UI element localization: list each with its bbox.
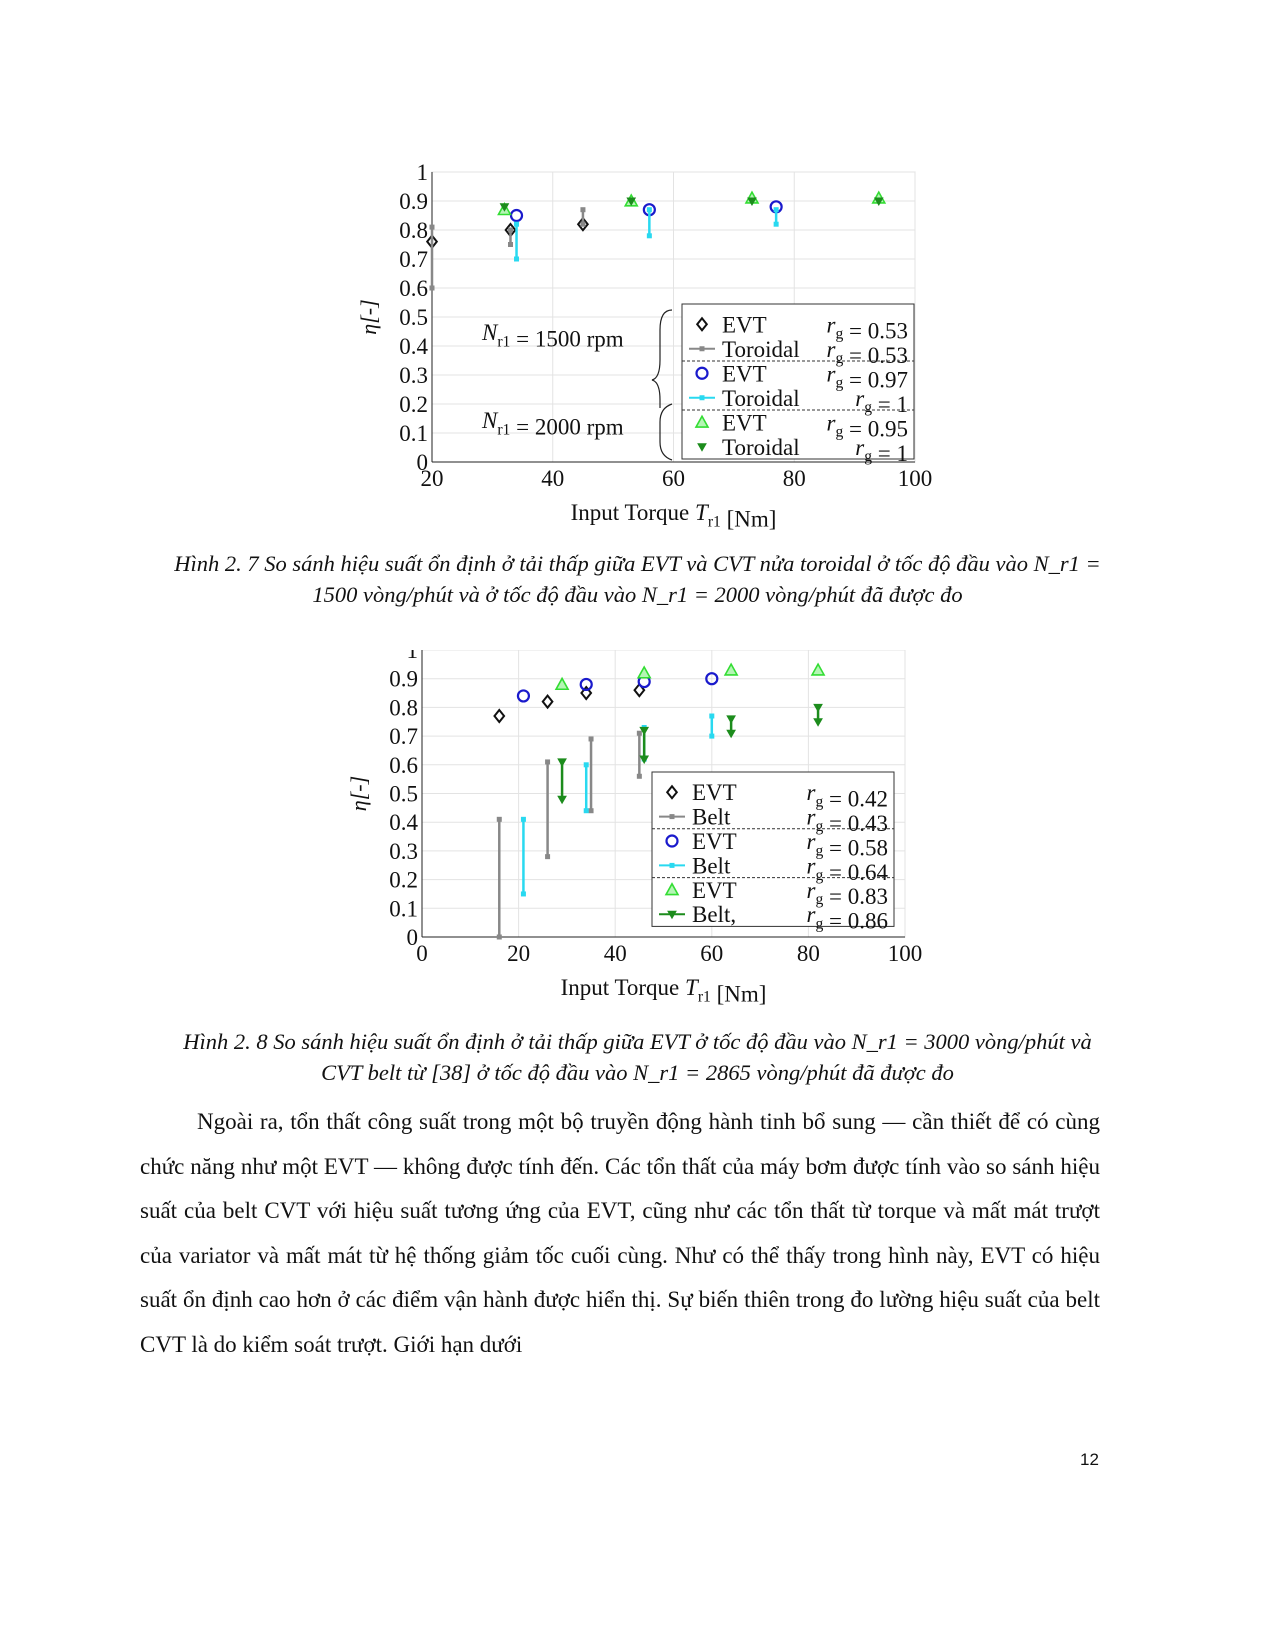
y-tick-label: 0.5 (399, 305, 428, 330)
legend-swatch (670, 863, 675, 868)
annotation: $N_{r1} = 2000$ rpm (482, 408, 624, 440)
legend-label: Toroidal (722, 385, 800, 411)
range-end-marker (774, 207, 779, 212)
legend-swatch (700, 395, 705, 400)
x-tick-label: 20 (420, 466, 444, 491)
range-end-marker (514, 222, 519, 227)
y-tick-label: 0.8 (399, 218, 428, 243)
range-end-marker (514, 257, 519, 262)
range-end-marker (637, 774, 642, 779)
range-end-marker (584, 762, 589, 767)
range-end-marker (497, 935, 502, 940)
range-end-marker (580, 207, 585, 212)
y-tick-label: 0.5 (389, 781, 418, 807)
range-end-marker (521, 891, 526, 896)
range-end-marker (545, 759, 550, 764)
legend-rg: $r_g = 1$ (855, 434, 908, 467)
x-tick-label: 40 (603, 941, 627, 966)
legend-rg: $r_g = 0.53$ (826, 312, 908, 344)
y-tick-label: 0.2 (389, 867, 418, 893)
range-end-marker (430, 286, 435, 291)
range-end-marker (580, 222, 585, 227)
figure-2-caption: Hình 2. 8 So sánh hiệu suất ổn định ở tải thấp giữa EVT ở tốc độ đầu vào N_r1 = 3000 vòng/phút và CVT belt từ [38] ở tốc độ đầu vào N_r1 = 2865 vòng/phút đã được đo (183, 1029, 1092, 1085)
legend-rg: $r_g = 0.83$ (806, 877, 888, 910)
x-tick-label: 0 (416, 941, 428, 966)
y-tick-label: 0.6 (389, 752, 418, 778)
legend-rg: $r_g = 0.86$ (806, 902, 888, 934)
x-tick-label: 60 (662, 466, 685, 491)
x-tick-label: 20 (507, 941, 531, 966)
y-tick-label: 0.3 (399, 363, 428, 388)
range-end-marker (709, 714, 714, 719)
legend-swatch (700, 346, 705, 351)
range-end-marker (589, 736, 594, 741)
legend (652, 772, 894, 934)
chart-1 (330, 160, 950, 530)
y-tick-label: 0.4 (399, 334, 428, 359)
x-axis-label: Input Torque $T_{r1}$ [Nm] (570, 500, 777, 530)
y-tick-label: 1 (416, 160, 428, 185)
y-tick-label: 0 (406, 925, 418, 950)
legend-swatch (670, 814, 675, 819)
y-tick-label: 1 (406, 650, 418, 663)
y-tick-label: 0.9 (389, 666, 418, 692)
legend-label: EVT (692, 877, 737, 903)
x-tick-label: 40 (541, 466, 565, 491)
legend-label: EVT (722, 410, 767, 436)
y-tick-label: 0.1 (399, 421, 428, 446)
range-end-marker (589, 808, 594, 813)
range-end-marker (647, 233, 652, 238)
legend-rg: $r_g = 0.97$ (826, 361, 908, 393)
y-tick-label: 0.3 (389, 838, 418, 864)
range-end-marker (497, 817, 502, 822)
y-tick-label: 0.7 (399, 247, 428, 272)
y-tick-label: 0 (416, 450, 428, 475)
page-number: 12 (1080, 1450, 1099, 1469)
y-axis-label: η[-] (346, 775, 371, 812)
legend-rg: $r_g = 0.95$ (826, 410, 908, 442)
range-end-marker (637, 731, 642, 736)
legend-label: EVT (722, 312, 767, 338)
legend-label: Belt (692, 853, 731, 879)
figure-1-caption: Hình 2. 7 So sánh hiệu suất ổn định ở tải thấp giữa EVT và CVT nửa toroidal ở tốc độ đầu vào N_r1 = 1500 vòng/phút và ở tốc độ đầu vào N_r1 = 2000 vòng/phút đã được đo (174, 551, 1101, 607)
range-end-marker (584, 808, 589, 813)
legend-rg: $r_g = 0.43$ (806, 804, 888, 837)
range-end-marker (521, 817, 526, 822)
x-tick-label: 100 (887, 941, 923, 966)
legend-label: Toroidal (722, 434, 800, 460)
body-text (140, 1100, 1100, 1367)
y-tick-label: 0.6 (399, 276, 428, 301)
legend (682, 304, 914, 466)
legend-label: EVT (722, 361, 767, 387)
range-end-marker (430, 225, 435, 230)
legend-label: Belt (692, 804, 731, 830)
body-paragraph: Ngoài ra, tổn thất công suất trong một bộ truyền động hành tinh bổ sung — cần thiết để có cùng chức năng như một EVT — không được tính đến. Các tổn thất của máy bơm được tính vào so sánh hiệu suất của belt CVT với hiệu suất tương ứng của EVT, cũng như các tổn thất từ torque và mất mát trượt của variator và mất mát từ hệ thống giảm tốc cuối cùng. Như có thể thấy trong hình này, EVT có hiệu suất ổn định cao hơn ở các điểm vận hành được hiển thị. Sự biến thiên trong đo lường hiệu suất của belt CVT là do kiểm soát trượt. Giới hạn dưới (140, 1109, 1100, 1357)
legend-label: EVT (692, 829, 737, 854)
range-end-marker (774, 222, 779, 227)
legend-rg: $r_g = 0.42$ (806, 780, 888, 812)
range-end-marker (647, 207, 652, 212)
legend-rg: $r_g = 1$ (855, 385, 908, 418)
x-tick-label: 80 (796, 941, 820, 966)
legend-rg: $r_g = 0.53$ (826, 336, 908, 369)
y-tick-label: 0.7 (389, 724, 418, 750)
legend-label: Belt, (692, 902, 737, 928)
y-tick-label: 0.2 (399, 392, 428, 417)
x-axis-label: Input Torque $T_{r1}$ [Nm] (560, 975, 767, 1007)
legend-label: EVT (692, 780, 737, 806)
y-tick-label: 0.8 (389, 695, 418, 721)
annotation: $N_{r1} = 1500$ rpm (482, 320, 624, 352)
y-axis-label: η[-] (356, 299, 381, 335)
range-end-marker (508, 242, 513, 247)
x-tick-label: 100 (897, 466, 933, 491)
figure-1 (330, 160, 950, 535)
legend-rg: $r_g = 0.64$ (806, 853, 888, 885)
x-tick-label: 80 (782, 466, 806, 491)
y-tick-label: 0.4 (389, 810, 418, 836)
y-tick-label: 0.9 (399, 189, 428, 214)
figure-2 (330, 650, 950, 1015)
x-tick-label: 60 (700, 941, 724, 966)
range-end-marker (709, 734, 714, 739)
legend-rg: $r_g = 0.58$ (806, 829, 888, 861)
legend-label: Toroidal (722, 336, 800, 362)
chart-2 (330, 650, 950, 1010)
range-end-marker (508, 228, 513, 233)
y-tick-label: 0.1 (389, 896, 418, 922)
range-end-marker (545, 854, 550, 859)
